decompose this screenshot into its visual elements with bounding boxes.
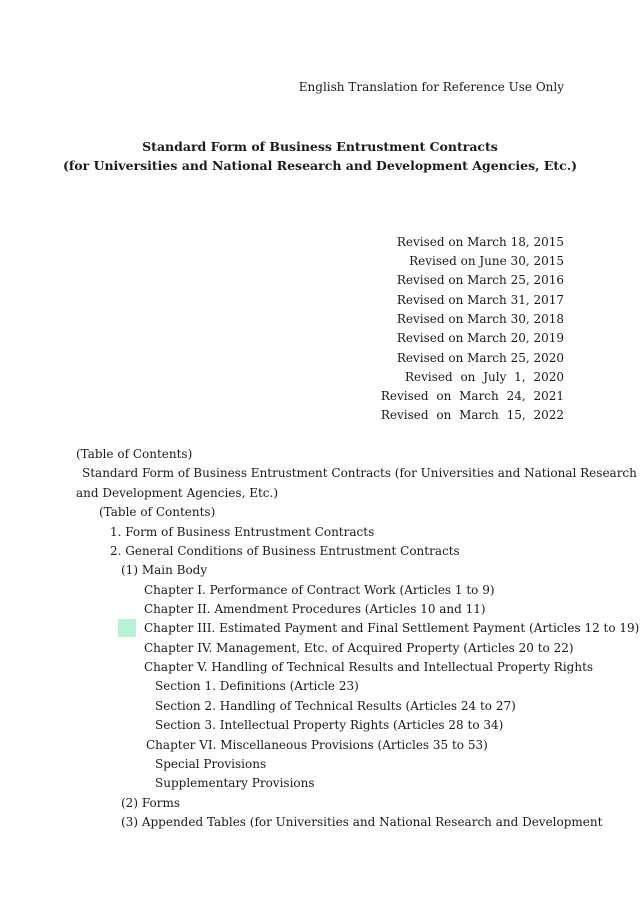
toc-intro-line1: Standard Form of Business Entrustment Contracts (for Universities and National Research [82,466,637,480]
toc-chapter: Chapter II. Amendment Procedures (Articles 10 and 11) [144,602,486,616]
reference-note: English Translation for Reference Use Only [298,80,564,94]
revision-date: Revised on March 15, 2022 [380,408,564,422]
toc-chapter: Chapter I. Performance of Contract Work (Articles 1 to 9) [144,583,495,597]
revision-date: Revised on July 1, 2020 [404,370,564,384]
highlight-marker [118,619,136,637]
toc-item: (1) Main Body [121,563,208,577]
toc-item: 2. General Conditions of Business Entrustment Contracts [110,544,460,558]
toc-section: Section 1. Definitions (Article 23) [155,679,359,693]
document-title-line1: Standard Form of Business Entrustment Contracts [142,139,498,154]
toc-heading: (Table of Contents) [76,447,193,461]
revision-date: Revised on March 18, 2015 [396,235,564,249]
toc-item: (3) Appended Tables (for Universities and National Research and Development [121,815,603,829]
revision-date: Revised on June 30, 2015 [409,254,564,268]
revision-date: Revised on March 31, 2017 [396,293,564,307]
revision-date: Revised on March 30, 2018 [396,312,564,326]
toc-chapter: Chapter III. Estimated Payment and Final Settlement Payment (Articles 12 to 19) [144,621,640,635]
toc-chapter: Chapter IV. Management, Etc. of Acquired Property (Articles 20 to 22) [144,641,574,655]
toc-item: 1. Form of Business Entrustment Contracts [110,525,375,539]
toc-subheading: (Table of Contents) [99,505,216,519]
revision-date: Revised on March 24, 2021 [380,389,564,403]
revision-date: Revised on March 20, 2019 [396,331,564,345]
toc-intro-line2: and Development Agencies, Etc.) [76,486,278,500]
document-title-line2: (for Universities and National Research and Development Agencies, Etc.) [63,158,577,173]
toc-section: Section 2. Handling of Technical Results (Articles 24 to 27) [155,699,516,713]
revision-date: Revised on March 25, 2020 [396,351,564,365]
toc-chapter: Chapter V. Handling of Technical Results and Intellectual Property Rights [144,660,594,674]
toc-chapter: Chapter VI. Miscellaneous Provisions (Articles 35 to 53) [146,738,488,752]
toc-section: Special Provisions [155,757,267,771]
toc-section: Section 3. Intellectual Property Rights (Articles 28 to 34) [155,718,504,732]
toc-section: Supplementary Provisions [155,776,315,790]
toc-item: (2) Forms [121,796,180,810]
revision-date: Revised on March 25, 2016 [396,273,564,287]
